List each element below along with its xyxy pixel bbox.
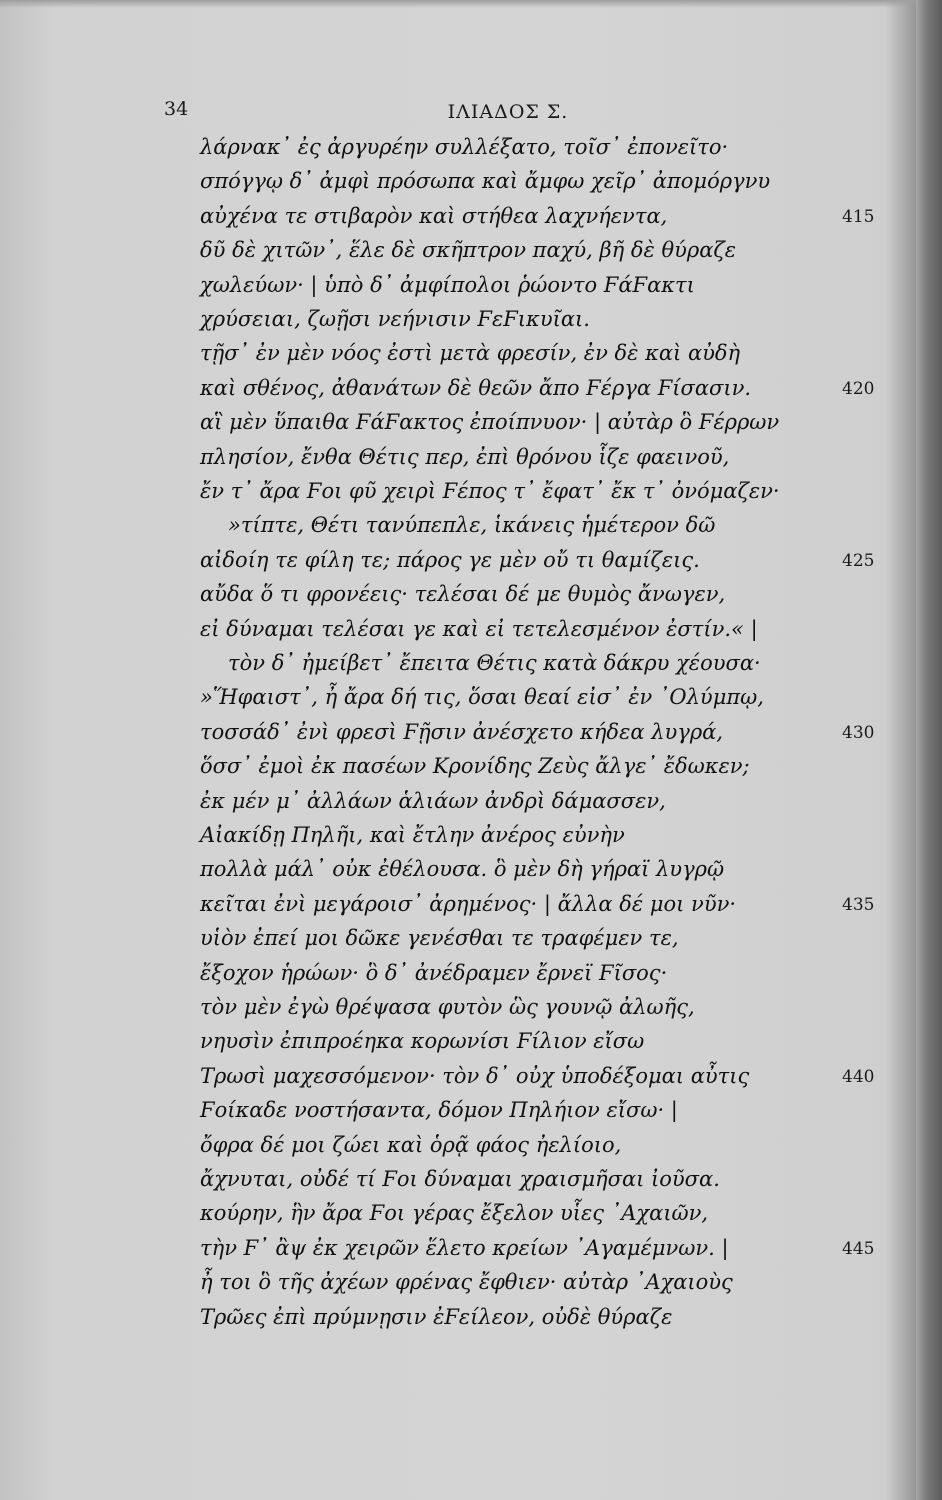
verse-line: τὸν μὲν ἐγὼ θρέψασα φυτὸν ὣς γουνῷ ἀλωῆς, xyxy=(200,995,695,1019)
verse-line: χρύσειαι, ζωῇσι νεήνισιν ϜεϜικυῖαι. xyxy=(200,307,590,331)
verse-line: »Ἥφαιστ᾽, ἦ ἄρα δή τις, ὅσαι θεαί εἰσ᾽ ἐν ᾿Ολύμπῳ, xyxy=(200,685,764,710)
verse-line: κεῖται ἐνὶ μεγάροισ᾽ ἀρημένος· | ἄλλα δέ μοι νῦν· xyxy=(200,891,737,916)
line-number: 415 xyxy=(842,206,875,227)
verse-line: »τίπτε, Θέτι τανύπεπλε, ἱκάνεις ἡμέτερον δῶ xyxy=(228,513,716,538)
verse-line: ἦ τοι ὃ τῆς ἀχέων φρένας ἔφθιεν· αὐτὰρ ᾿Αχαιοὺς xyxy=(200,1270,733,1295)
line-number: 440 xyxy=(842,1066,875,1087)
line-number: 425 xyxy=(842,550,875,571)
verse-line: ἔξοχον ἡρώων· ὃ δ᾽ ἀνέδραμεν ἔρνεϊ Ϝῖσος· xyxy=(200,960,668,985)
line-number: 435 xyxy=(842,894,875,915)
verse-line: ἄχνυται, οὐδέ τί Ϝοι δύναμαι χραισμῆσαι ἰοῦσα. xyxy=(200,1167,720,1191)
verse-line: ἐκ μέν μ᾽ ἀλλάων ἁλιάων ἀνδρὶ δάμασσεν, xyxy=(200,788,666,813)
verse-line: ὄφρα δέ μοι ζώει καὶ ὁρᾷ φάος ἠελίοιο, xyxy=(200,1132,622,1157)
verse-line: Τρωσὶ μαχεσσόμενον· τὸν δ᾽ οὐχ ὑποδέξομαι αὖτις xyxy=(200,1063,750,1088)
verse-line: υἱὸν ἐπεί μοι δῶκε γενέσθαι τε τραφέμεν τε, xyxy=(200,926,679,951)
verse-line: ὅσσ᾽ ἐμοὶ ἐκ πασέων Κρονίδης Ζεὺς ἄλγε᾽ ἔδωκεν; xyxy=(200,754,750,779)
verse-line: καὶ σθένος, ἀθανάτων δὲ θεῶν ἄπο Ϝέργα Ϝίσασιν. xyxy=(200,375,752,400)
verse-line: ἔν τ᾽ ἄρα Ϝοι φῦ χειρὶ Ϝέπος τ᾽ ἔφατ᾽ ἔκ τ᾽ ὀνόμαζεν· xyxy=(200,479,780,503)
verse-line: κούρην, ἣν ἄρα Ϝοι γέρας ἔξελον υἷες ᾿Αχαιῶν, xyxy=(200,1201,709,1226)
verse-line: νηυσὶν ἐπιπροέηκα κορωνίσι Ϝίλιον εἴσω xyxy=(200,1029,645,1054)
verse-line: δῦ δὲ χιτῶν᾽, ἕλε δὲ σκῆπτρον παχύ, βῆ δὲ θύραζε xyxy=(200,238,737,263)
verse-line: Τρῶες ἐπὶ πρύμνῃσιν ἐϜείλεον, οὐδὲ θύραζε xyxy=(200,1304,673,1329)
verse-line: αὐχένα τε στιβαρὸν καὶ στήθεα λαχνήεντα, xyxy=(200,203,668,228)
verse-line: Αἰακίδῃ Πηλῆι, καὶ ἔτλην ἀνέρος εὐνὴν xyxy=(200,823,625,847)
verse-line: αἳ μὲν ὕπαιθα ϜάϜακτος ἐποίπνυον· | αὐτὰρ ὃ Ϝέρρων xyxy=(200,410,780,435)
verse-line: πολλὰ μάλ᾽ οὐκ ἐθέλουσα. ὃ μὲν δὴ γήραϊ λυγρῷ xyxy=(200,857,725,882)
verse-line: αἰδοίη τε φίλη τε; πάρος γε μὲν οὔ τι θαμίζεις. xyxy=(200,547,700,572)
page-number: 34 xyxy=(164,98,189,120)
verse-line: λάρνακ᾽ ἐς ἀργυρέην συλλέξατο, τοῖσ᾽ ἐπονεῖτο· xyxy=(200,135,729,159)
book-spine-shadow xyxy=(916,0,942,1500)
verse-line: εἰ δύναμαι τελέσαι γε καὶ εἰ τετελεσμένον ἐστίν.« | xyxy=(200,616,758,641)
verse-line: Ϝοίκαδε νοστήσαντα, δόμον Πηλήιον εἴσω· | xyxy=(200,1098,678,1123)
line-number: 430 xyxy=(842,722,875,743)
verse-line: τὸν δ᾽ ἠμείβετ᾽ ἔπειτα Θέτις κατὰ δάκρυ χέουσα· xyxy=(228,651,761,675)
verse-line: τῇσ᾽ ἐν μὲν νόος ἐστὶ μετὰ φρεσίν, ἐν δὲ καὶ αὐδὴ xyxy=(200,341,741,366)
verse-line: τὴν Ϝ᾽ ἂψ ἐκ χειρῶν ἕλετο κρείων ᾿Αγαμέμνων. | xyxy=(200,1235,729,1260)
verse-line: τοσσάδ᾽ ἐνὶ φρεσὶ Ϝῇσιν ἀνέσχετο κήδεα λυγρά, xyxy=(200,719,724,744)
verse-line: αὔδα ὅ τι φρονέεις· τελέσαι δέ με θυμὸς ἄνωγεν, xyxy=(200,582,726,607)
line-number: 420 xyxy=(842,378,875,399)
line-number: 445 xyxy=(842,1238,875,1259)
verse-line: χωλεύων· | ὑπὸ δ᾽ ἀμφίπολοι ῥώοντο ϜάϜακτι xyxy=(200,272,695,297)
page-top-edge xyxy=(0,0,942,8)
running-title: ΙΛΙΑΔΟΣ Σ. xyxy=(447,101,569,123)
verse-line: πλησίον, ἔνθα Θέτις περ, ἐπὶ θρόνου ἷζε φαεινοῦ, xyxy=(200,444,730,469)
verse-line: σπόγγῳ δ᾽ ἀμφὶ πρόσωπα καὶ ἄμφω χεῖρ᾽ ἀπομόργνυ xyxy=(200,169,771,194)
